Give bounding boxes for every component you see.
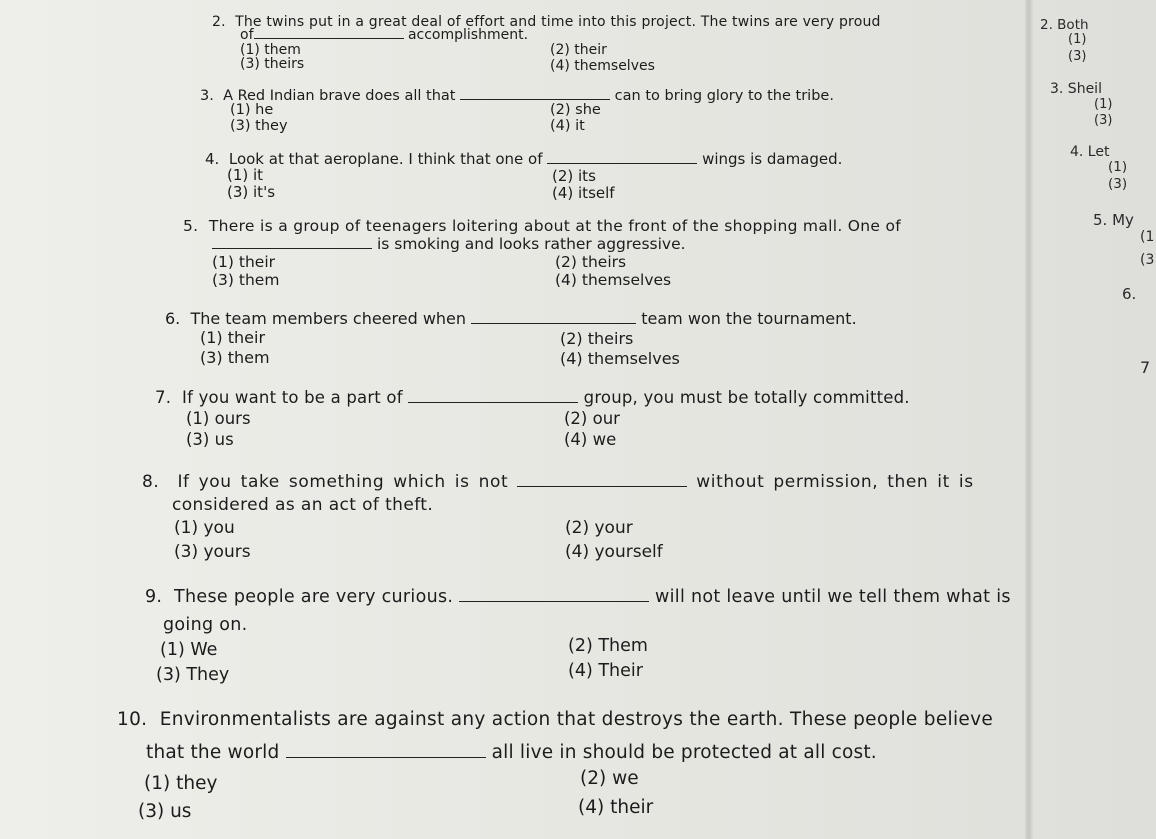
- side-text: (3): [1068, 49, 1087, 64]
- option-3[interactable]: (3) They: [156, 665, 230, 685]
- answer-blank[interactable]: [460, 99, 610, 100]
- question-number: 7.: [155, 388, 172, 407]
- question-text: that the world: [146, 742, 280, 763]
- option-1[interactable]: (1) their: [212, 253, 275, 271]
- option-3[interactable]: (3) them: [200, 348, 270, 367]
- question-text: team won the tournament.: [641, 309, 857, 328]
- side-text: (1: [1140, 229, 1155, 245]
- option-3[interactable]: (3) us: [186, 430, 234, 449]
- question-text: wings is damaged.: [702, 150, 843, 168]
- option-4[interactable]: (4) it: [550, 118, 585, 134]
- option-4[interactable]: (4) their: [578, 797, 654, 818]
- question-number: 4.: [205, 150, 220, 168]
- question-text: going on.: [163, 615, 248, 635]
- question-text: is smoking and looks rather aggressive.: [376, 235, 686, 253]
- question-number: 2.: [212, 14, 226, 30]
- question-text: The twins put in a great deal of effort and time into this project. The twins are very proud: [235, 14, 881, 30]
- question-number: 5.: [183, 217, 199, 235]
- answer-blank[interactable]: [408, 402, 578, 403]
- answer-blank[interactable]: [547, 163, 697, 164]
- option-2[interactable]: (2) she: [550, 102, 601, 118]
- question-number: 6.: [165, 309, 181, 328]
- option-1[interactable]: (1) you: [174, 518, 235, 538]
- option-3[interactable]: (3) it's: [227, 183, 276, 201]
- option-2[interactable]: (2) we: [580, 768, 639, 789]
- option-3[interactable]: (3) they: [230, 118, 288, 134]
- question-number: 3.: [200, 88, 214, 104]
- option-4[interactable]: (4) themselves: [560, 349, 680, 368]
- side-text: 3. Sheil: [1050, 81, 1102, 97]
- option-3[interactable]: (3) them: [212, 271, 280, 289]
- answer-blank[interactable]: [212, 248, 372, 249]
- option-1[interactable]: (1) their: [200, 328, 266, 347]
- question-text: These people are very curious.: [174, 587, 454, 607]
- page-fold-shadow: [1025, 0, 1033, 839]
- question-number: 10.: [117, 709, 148, 730]
- option-4[interactable]: (4) we: [564, 430, 617, 449]
- answer-blank[interactable]: [517, 486, 687, 487]
- question-text: of: [240, 27, 254, 43]
- answer-blank[interactable]: [286, 757, 486, 758]
- question-text: can to bring glory to the tribe.: [614, 88, 834, 104]
- option-4[interactable]: (4) themselves: [555, 271, 672, 289]
- question-text: considered as an act of theft.: [172, 495, 434, 515]
- option-3[interactable]: (3) theirs: [240, 56, 305, 72]
- side-text: (3): [1094, 113, 1113, 128]
- side-text: 5. My: [1093, 211, 1134, 229]
- question-text: all live in should be protected at all cost.: [491, 742, 877, 763]
- option-2[interactable]: (2) our: [564, 409, 620, 428]
- answer-blank[interactable]: [254, 38, 404, 39]
- option-4[interactable]: (4) itself: [552, 184, 615, 202]
- question-text: A Red Indian brave does all that: [223, 88, 456, 104]
- option-2[interactable]: (2) your: [565, 518, 633, 538]
- option-1[interactable]: (1) them: [240, 42, 301, 58]
- option-1[interactable]: (1) they: [144, 773, 218, 794]
- option-2[interactable]: (2) theirs: [560, 329, 634, 348]
- option-2[interactable]: (2) its: [552, 167, 596, 185]
- option-1[interactable]: (1) it: [227, 166, 264, 184]
- option-4[interactable]: (4) yourself: [565, 542, 663, 562]
- option-1[interactable]: (1) ours: [186, 409, 251, 428]
- option-3[interactable]: (3) yours: [174, 542, 251, 562]
- side-text: 7: [1140, 358, 1151, 377]
- side-text: (1): [1094, 97, 1113, 112]
- question-text: accomplishment.: [407, 27, 529, 43]
- question-text: If you take something which is not: [177, 472, 509, 492]
- side-text: (3: [1140, 252, 1155, 268]
- side-text: 2. Both: [1040, 17, 1089, 33]
- option-2[interactable]: (2) their: [550, 42, 607, 58]
- answer-blank[interactable]: [459, 601, 649, 602]
- side-text: (1): [1068, 32, 1087, 47]
- side-text: 4. Let: [1070, 144, 1110, 160]
- question-text: Environmentalists are against any action that destroys the earth. These people believe: [159, 709, 993, 730]
- question-number: 9.: [145, 587, 163, 607]
- option-1[interactable]: (1) he: [230, 102, 274, 118]
- option-4[interactable]: (4) themselves: [550, 58, 655, 74]
- question-text: The team members cheered when: [190, 309, 467, 328]
- question-text: Look at that aeroplane. I think that one of: [228, 150, 543, 168]
- question-text: without permission, then it is: [696, 472, 974, 492]
- answer-blank[interactable]: [471, 323, 636, 324]
- option-2[interactable]: (2) Them: [568, 636, 648, 656]
- option-4[interactable]: (4) Their: [568, 661, 643, 681]
- question-text: If you want to be a part of: [182, 388, 403, 407]
- question-number: 8.: [142, 472, 160, 492]
- side-text: (3): [1108, 176, 1128, 192]
- question-text: will not leave until we tell them what is: [655, 587, 1011, 607]
- option-2[interactable]: (2) theirs: [555, 253, 627, 271]
- question-text: group, you must be totally committed.: [583, 388, 910, 407]
- option-1[interactable]: (1) We: [160, 640, 218, 660]
- question-text: There is a group of teenagers loitering about at the front of the shopping mall. One of: [208, 217, 902, 235]
- side-text: (1): [1108, 159, 1128, 175]
- side-text: 6.: [1122, 285, 1137, 303]
- option-3[interactable]: (3) us: [138, 801, 192, 822]
